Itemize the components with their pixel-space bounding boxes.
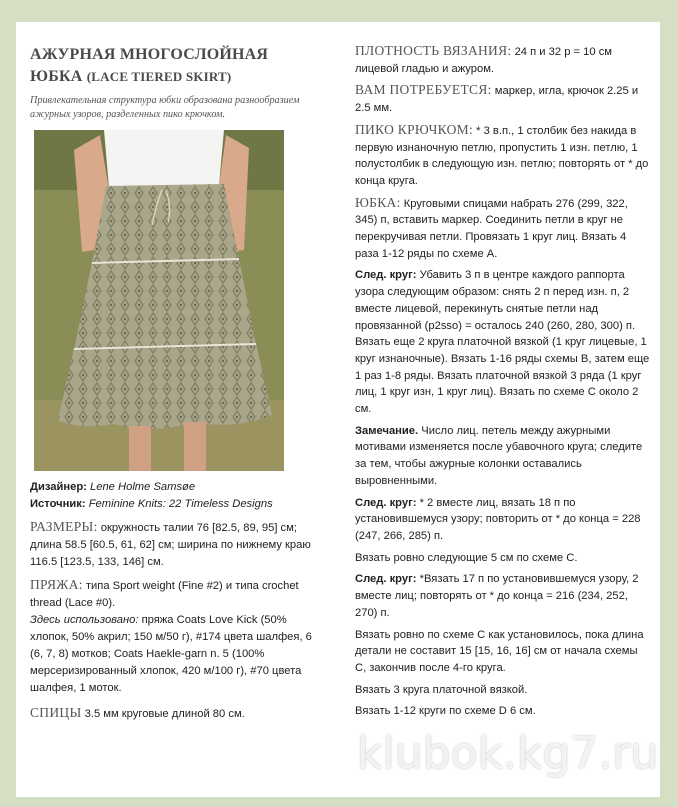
yarn-used-text: пряжа Coats Love Kick (50% хлопок, 50% акрил; 150 м/50 г), #174 цвета шалфея, 6 (6, 7, 8) мотков; Coats Haekle-garn n. 5 (100% мерсеризированный хлопок, 420 м/100 г), #70 цвета шалфея, 1 моток.	[30, 614, 312, 694]
line-c: Вязать 3 круга платочной вязкой.	[355, 683, 528, 696]
needles-paragraph	[30, 704, 320, 723]
title-english: (LACE TIERED SKIRT)	[86, 69, 232, 84]
designer-value: Lene Holme Samsøe	[90, 481, 196, 493]
notions-text: маркер, игла, крючок 2.25 и 2.5 мм.	[355, 85, 639, 115]
note-label: Замечание.	[355, 424, 419, 437]
step3-label: След. круг:	[355, 573, 417, 586]
sizes-paragraph	[30, 518, 320, 571]
step2-paragraph	[355, 495, 651, 545]
step2-text: * 2 вместе лиц, вязать 18 п по установившемуся узору; повторить от * до конца = 228 (247, 266, 285) п.	[355, 496, 641, 542]
step1-label: След. круг:	[355, 269, 417, 282]
picot-paragraph	[355, 122, 651, 190]
document-page	[16, 22, 660, 797]
yarn-paragraph	[30, 576, 320, 697]
gauge-heading: ПЛОТНОСТЬ ВЯЗАНИЯ:	[355, 43, 512, 58]
source-label: Источник:	[30, 498, 86, 510]
step1-text: Убавить 3 п в центре каждого раппорта узора следующим образом: снять 2 п перед изн. п, 2 вместе лицевой, перекинуть снятые петли над провязанной (p2sso) = осталось 240 (260, 280, 300) п. Вязать еще 2 круга платочной вязкой (1 круг лицевые, 1 круг изнаночные). Вязать 1-16 ряды схемы В, затем еще 1 раз 1-8 ряды. Вязать платочной вязкой 3 ряда (1 круг лиц, 1 круг изн, 1 круг лиц). Вязать по схеме С около 2 см.	[355, 269, 650, 416]
line-a: Вязать ровно следующие 5 см по схеме С.	[355, 551, 578, 564]
designer-label: Дизайнер:	[30, 481, 87, 493]
step1-paragraph	[355, 267, 651, 417]
intro-text: Привлекательная структура юбки образована разнообразием ажурных узоров, разделенных пико крючком.	[30, 95, 300, 120]
notions-heading: ВАМ ПОТРЕБУЕТСЯ:	[355, 82, 492, 98]
step3-text: *Вязать 17 п по установившемуся узору, 2 вместе лиц; повторять от * до конца = 216 (234, 252, 270) п.	[355, 573, 639, 619]
step2-label: След. круг:	[355, 496, 417, 509]
title-line2: ЮБКА	[30, 68, 83, 85]
needles-text: 3.5 мм круговые длиной 80 см.	[84, 708, 245, 720]
watermark: klubok.kg7.ru	[357, 728, 659, 779]
needles-heading: СПИЦЫ	[30, 705, 82, 720]
source-value: Feminine Knits: 22 Timeless Designs	[88, 498, 273, 510]
notions-paragraph	[355, 82, 651, 116]
skirt-text: Круговыми спицами набрать 276 (299, 322, 345) п, вставить маркер. Соединить петли в круг не перекручивая петли. Провязать 1 круг лиц. Вязать 4 раза 1-12 ряды по схеме А.	[355, 197, 628, 260]
right-column	[355, 43, 651, 720]
line-b: Вязать ровно по схеме С как установилось, пока длина детали не составит 15 [15, 16, 16] см от начала схемы С, закончив после 4-го круга.	[355, 628, 644, 674]
note-paragraph	[355, 423, 651, 490]
yarn-text: типа Sport weight (Fine #2) и типа crochet thread (Lace #0).	[30, 580, 299, 609]
source-line	[30, 496, 320, 513]
yarn-used-label: Здесь использовано:	[30, 614, 139, 626]
picot-heading: ПИКО КРЮЧКОМ:	[355, 121, 474, 137]
picot-text: * 3 в.п., 1 столбик без накида в первую изнаночную петлю, пропустить 1 изн. петлю, 1 полустолбик в следующую изн. петлю; повторять от * до конца круга.	[355, 124, 649, 187]
title-line1: АЖУРНАЯ МНОГОСЛОЙНАЯ	[30, 46, 269, 63]
designer-line	[30, 479, 320, 496]
page-title	[30, 44, 320, 88]
sizes-heading: РАЗМЕРЫ:	[30, 519, 98, 534]
gauge-paragraph	[355, 43, 651, 77]
skirt-photo-icon	[34, 130, 284, 471]
sizes-text: окружность талии 76 [82.5, 89, 95] см; длина 58.5 [60.5, 61, 62] см; ширина по нижнему краю 116.5 [123.5, 133, 146] см.	[30, 522, 311, 568]
step3-paragraph	[355, 571, 651, 621]
skirt-heading: ЮБКА:	[355, 194, 401, 210]
note-text: Число лиц. петель между ажурными мотивами изменяется после убавочного круга; следите за тем, чтобы ажурные колонки оставались выровненными.	[355, 424, 643, 487]
yarn-heading: ПРЯЖА:	[30, 577, 83, 592]
gauge-text: 24 п и 32 р = 10 см лицевой гладью и ажуром.	[355, 46, 612, 75]
left-column	[30, 44, 320, 723]
skirt-photo	[34, 130, 284, 471]
skirt-paragraph	[355, 195, 651, 263]
meta-block	[30, 479, 320, 723]
line-d: Вязать 1-12 круги по схеме D 6 см.	[355, 705, 536, 718]
